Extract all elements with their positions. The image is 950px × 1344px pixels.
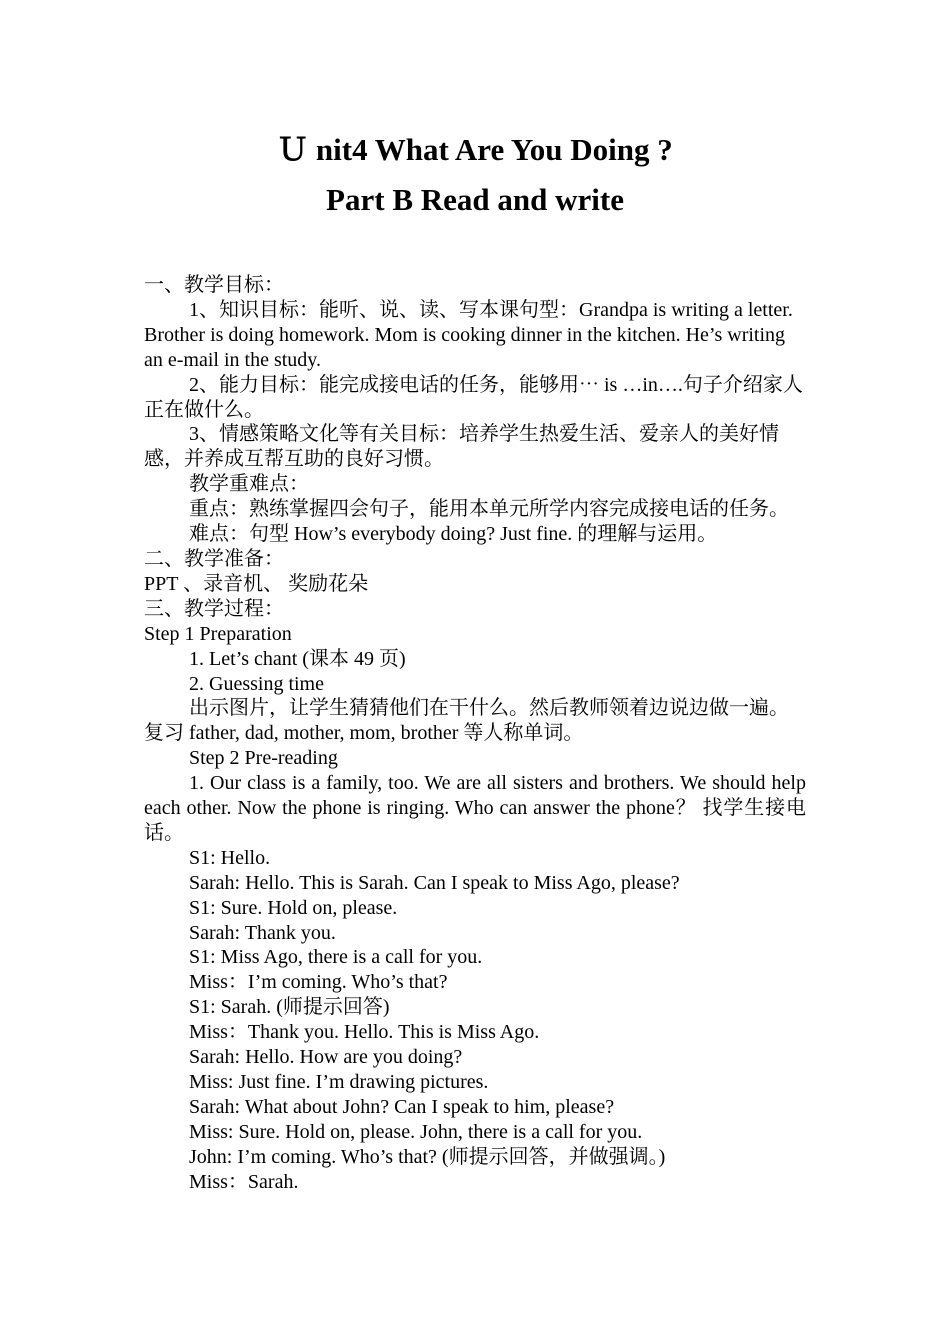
paragraph: Sarah: Hello. How are you doing?	[189, 1046, 463, 1069]
paragraph: 出示图片，让学生猜猜他们在干什么。然后教师领着边说边做一遍。复习 father, dad, mother, mom, brother 等人称单词。	[144, 697, 789, 745]
paragraph: S1: Sarah. (师提示回答)	[189, 996, 390, 1019]
paragraph: 二、教学准备：	[144, 547, 284, 570]
paragraph: Sarah: Hello. This is Sarah. Can I speak to Miss Ago, please?	[189, 871, 680, 894]
paragraph: John: I’m coming. Who’s that? (师提示回答，并做强调。)	[189, 1145, 666, 1168]
paragraph: 一、教学目标：	[144, 274, 284, 296]
paragraph: Sarah: Thank you.	[189, 921, 336, 944]
paragraph: S1: Sure. Hold on, please.	[189, 896, 398, 919]
paragraph: Sarah: What about John? Can I speak to him, please?	[189, 1095, 615, 1118]
paragraph: Step 1 Preparation	[144, 622, 292, 645]
paragraph: 2、能力目标：能完成接电话的任务，能够用⋯ is …in….句子介绍家人正在做什么。	[144, 373, 803, 421]
paragraph: 重点：熟练掌握四会句子，能用本单元所学内容完成接电话的任务。	[189, 498, 789, 521]
paragraph: Miss: Just fine. I’m drawing pictures.	[189, 1071, 489, 1093]
paragraph: Miss: Sure. Hold on, please. John, there is a call for you.	[189, 1120, 643, 1143]
paragraph: 3、情感策略文化等有关目标：培养学生热爱生活、爱亲人的美好情感，并养成互帮互助的良好习惯。	[144, 423, 779, 471]
document-subtitle: Part B Read and write	[326, 182, 624, 217]
paragraph: Miss：Sarah.	[189, 1170, 299, 1193]
document-body	[144, 273, 806, 1195]
paragraph: Miss：Thank you. Hello. This is Miss Ago.	[189, 1021, 540, 1044]
paragraph: Miss：I’m coming. Who’s that?	[189, 971, 448, 994]
paragraph: 1. Our class is a family, too. We are all sisters and brothers. We should help each other. Now the phone is ringing. Who can answer the phone？ 找学生接电话。	[144, 772, 806, 844]
paragraph: 难点：句型 How’s everybody doing? Just fine. 的理解与运用。	[189, 523, 718, 546]
paragraph: S1: Miss Ago, there is a call for you.	[189, 946, 483, 969]
paragraph: Step 2 Pre-reading	[189, 747, 338, 770]
paragraph: 1、知识目标：能听、说、读、写本课句型：Grandpa is writing a letter. Brother is doing homework. Mom is cooking dinner in the kitchen. He’s writing an e-mail in the study.	[144, 298, 793, 371]
document-title: Ｕ nit4 What Are You Doing ?	[277, 132, 673, 167]
paragraph: PPT 、录音机、 奖励花朵	[144, 572, 369, 595]
paragraph: S1: Hello.	[189, 846, 271, 869]
paragraph: 三、教学过程：	[144, 597, 284, 620]
paragraph: 1. Let’s chant (课本 49 页)	[189, 647, 406, 670]
paragraph: 教学重难点：	[189, 473, 309, 496]
paragraph: 2. Guessing time	[189, 672, 324, 695]
